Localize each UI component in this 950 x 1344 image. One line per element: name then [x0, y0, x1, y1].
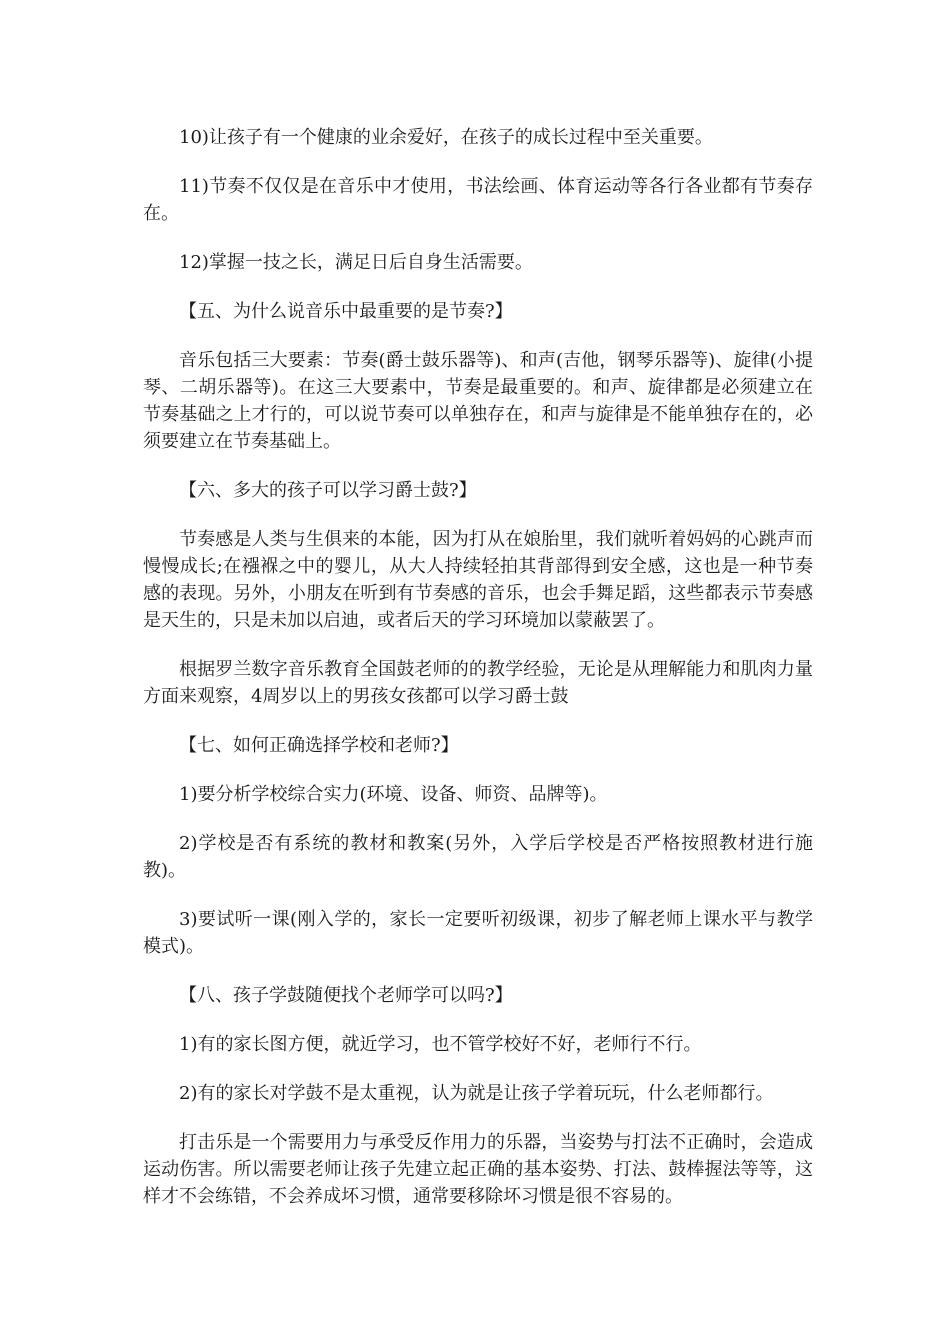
paragraph-10: 10)让孩子有一个健康的业余爱好，在孩子的成长过程中至关重要。 — [179, 127, 713, 148]
document-body — [143, 124, 813, 1232]
paragraph-school-1: 1)要分析学校综合实力(环境、设备、师资、品牌等)。 — [179, 784, 608, 805]
section-heading-5: 【五、为什么说音乐中最重要的是节奏?】 — [179, 301, 513, 322]
paragraph-teacher-1: 1)有的家长图方便，就近学习，也不管学校好不好，老师行不行。 — [179, 1034, 702, 1055]
paragraph-music-elements: 音乐包括三大要素：节奏(爵士鼓乐器等)、和声(吉他，钢琴乐器等)、旋律(小提琴、二胡乐器等)。在这三大要素中，节奏是最重要的。和声、旋律都是必须建立在节奏基础之上才行的，可以说节奏可以单独存在，和声与旋律是不能单独存在的，必须要建立在节奏基础上。 — [143, 350, 813, 452]
paragraph-school-2: 2)学校是否有系统的教材和教案(另外，入学后学校是否严格按照教材进行施教)。 — [143, 833, 813, 881]
section-heading-6: 【六、多大的孩子可以学习爵士鼓?】 — [179, 480, 477, 501]
paragraph-percussion: 打击乐是一个需要用力与承受反作用力的乐器，当姿势与打法不正确时，会造成运动伤害。所以需要老师让孩子先建立起正确的基本姿势、打法、鼓棒握法等等，这样才不会练错，不会养成坏习惯，通常要移除坏习惯是很不容易的。 — [143, 1132, 813, 1207]
section-heading-8: 【八、孩子学鼓随便找个老师学可以吗?】 — [179, 985, 513, 1006]
paragraph-rhythm-instinct: 节奏感是人类与生俱来的本能，因为打从在娘胎里，我们就听着妈妈的心跳声而慢慢成长;在襁褓之中的婴儿，从大人持续轻拍其背部得到安全感，这也是一种节奏感的表现。另外，小朋友在听到有节奏感的音乐，也会手舞足蹈，这些都表示节奏感是天生的，只是未加以启迪，或者后天的学习环境加以蒙蔽罢了。 — [143, 529, 813, 631]
paragraph-school-3: 3)要试听一课(刚入学的，家长一定要听初级课，初步了解老师上课水平与教学模式)。 — [143, 909, 813, 957]
paragraph-12: 12)掌握一技之长，满足日后自身生活需要。 — [179, 252, 533, 273]
paragraph-teacher-2: 2)有的家长对学鼓不是太重视，认为就是让孩子学着玩玩，什么老师都行。 — [179, 1083, 774, 1104]
section-heading-7: 【七、如何正确选择学校和老师?】 — [179, 735, 459, 756]
paragraph-age-guidance: 根据罗兰数字音乐教育全国鼓老师的的教学经验，无论是从理解能力和肌肉力量方面来观察，4周岁以上的男孩女孩都可以学习爵士鼓 — [143, 659, 813, 707]
paragraph-11: 11)节奏不仅仅是在音乐中才使用，书法绘画、体育运动等各行各业都有节奏存在。 — [143, 176, 813, 224]
